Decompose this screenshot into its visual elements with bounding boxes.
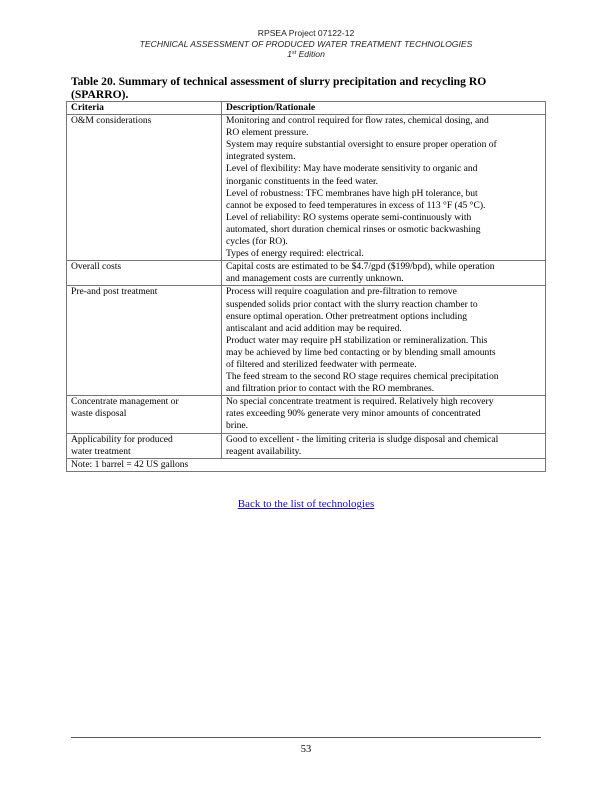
description-line: reagent availability. — [226, 445, 302, 457]
project-id: RPSEA Project 07122-12 — [257, 28, 355, 38]
description-line: Product water may require pH stabilization or remineralization. This — [226, 334, 488, 346]
description-line: of filtered and sterilized feedwater with permeate. — [226, 358, 417, 370]
description-line: The feed stream to the second RO stage requires chemical precipitation — [226, 371, 499, 383]
caption-line-2: (SPARRO). — [71, 88, 129, 101]
table-note: Note: 1 barrel = 42 US gallons — [67, 458, 546, 471]
description-cell — [222, 433, 546, 458]
header-description: Description/Rationale — [222, 102, 546, 115]
description-line: Types of energy required: electrical. — [226, 248, 364, 260]
description-line: Level of reliability: RO systems operate semi-continuously with — [226, 211, 472, 223]
description-line: RO element pressure. — [226, 127, 309, 139]
description-line: and filtration prior to contact with the RO membranes. — [226, 383, 435, 395]
report-title: TECHNICAL ASSESSMENT OF PRODUCED WATER TREATMENT TECHNOLOGIES — [139, 38, 473, 49]
back-link-container — [0, 498, 612, 510]
criteria-line: water treatment — [71, 445, 131, 457]
description-line: brine. — [226, 420, 249, 432]
table-row — [67, 396, 546, 433]
description-cell — [222, 261, 546, 286]
description-line: No special concentrate treatment is required. Relatively high recovery — [226, 396, 494, 408]
criteria-line: Pre-and post treatment — [71, 286, 158, 298]
edition-number: 1 — [287, 49, 292, 59]
table-row — [67, 115, 546, 261]
table-row — [67, 433, 546, 458]
description-line: and management costs are currently unknown. — [226, 273, 404, 285]
footer-rule — [71, 737, 541, 738]
edition-word: Edition — [296, 49, 325, 59]
description-line: Capital costs are estimated to be $4.7/gpd ($199/bpd), while operation — [226, 261, 495, 273]
description-line: inorganic constituents in the feed water. — [226, 175, 378, 187]
description-cell — [222, 115, 546, 261]
caption-line-1: Table 20. Summary of technical assessment of slurry precipitation and recycling RO — [71, 75, 487, 88]
criteria-line: Applicability for produced — [71, 433, 173, 445]
description-line: Level of flexibility: May have moderate sensitivity to organic and — [226, 163, 478, 175]
table-caption — [71, 75, 551, 101]
description-line: automated, short duration chemical rinses or osmotic backwashing — [226, 223, 481, 235]
criteria-cell — [67, 115, 222, 261]
back-to-technologies-link[interactable]: Back to the list of technologies — [237, 498, 375, 510]
description-line: antiscalant and acid addition may be required. — [226, 322, 402, 334]
description-line: System may require substantial oversight to ensure proper operation of — [226, 139, 497, 151]
edition-suffix: st — [291, 50, 297, 56]
description-cell — [222, 396, 546, 433]
page-header — [0, 28, 612, 60]
criteria-cell — [67, 286, 222, 396]
description-line: integrated system. — [226, 151, 296, 163]
header-criteria: Criteria — [67, 102, 222, 115]
criteria-cell — [67, 261, 222, 286]
table-row — [67, 286, 546, 396]
description-line: Monitoring and control required for flow rates, chemical dosing, and — [226, 115, 489, 127]
criteria-line: waste disposal — [71, 408, 127, 420]
description-line: may be achieved by lime bed contacting or by blending small amounts — [226, 346, 496, 358]
criteria-line: Overall costs — [71, 261, 122, 273]
description-line: cycles (for RO). — [226, 236, 288, 248]
description-line: Good to excellent - the limiting criteria is sludge disposal and chemical — [226, 433, 499, 445]
page-number: 53 — [300, 744, 312, 755]
criteria-cell — [67, 433, 222, 458]
criteria-line: O&M considerations — [71, 115, 152, 127]
criteria-cell — [67, 396, 222, 433]
table-header-row — [67, 102, 546, 115]
assessment-table — [66, 101, 546, 472]
description-line: rates exceeding 90% generate very minor amounts of concentrated — [226, 408, 481, 420]
description-line: cannot be exposed to feed temperatures in excess of 113 °F (45 °C). — [226, 199, 486, 211]
criteria-line: Concentrate management or — [71, 396, 179, 408]
table-body — [67, 115, 546, 459]
edition-line — [0, 49, 612, 60]
description-cell — [222, 286, 546, 396]
description-line: ensure optimal operation. Other pretreatment options including — [226, 310, 467, 322]
description-line: suspended solids prior contact with the slurry reaction chamber to — [226, 298, 478, 310]
description-line: Level of robustness: TFC membranes have high pH tolerance, but — [226, 187, 478, 199]
table-row — [67, 261, 546, 286]
description-line: Process will require coagulation and pre-filtration to remove — [226, 286, 457, 298]
table-note-row — [67, 458, 546, 471]
